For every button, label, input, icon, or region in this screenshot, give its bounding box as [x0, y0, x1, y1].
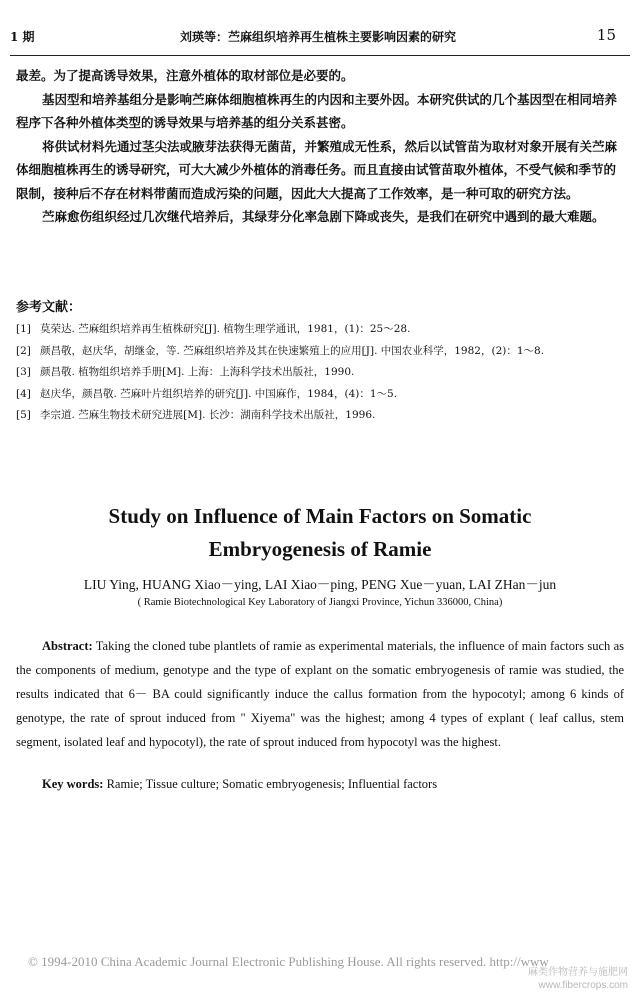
- keywords-label: Key words:: [42, 777, 104, 791]
- reference-text: 莫荣达. 苎麻组织培养再生植株研究[J]. 植物生理学通讯，1981，(1)：25～28.: [40, 323, 411, 335]
- english-authors: LIU Ying, HUANG Xiao－ying, LAI Xiao－ping, PENG Xue－yuan, LAI ZHan－jun: [83, 577, 557, 592]
- english-title-line: Embryogenesis of Ramie: [208, 537, 432, 561]
- body-text: [16, 64, 624, 229]
- watermark-line: www.fibercrops.com: [538, 980, 628, 991]
- header-rule: [10, 55, 630, 56]
- english-affiliation: ( Ramie Biotechnological Key Laboratory of Jiangxi Province, Yichun 336000, China): [137, 597, 503, 608]
- references-section: [16, 296, 624, 427]
- english-abstract: [16, 634, 624, 754]
- reference-number: [5]: [16, 409, 31, 421]
- watermark-line: 麻类作物营养与施肥网: [528, 967, 628, 978]
- references-heading: 参考文献：: [16, 300, 82, 315]
- running-title: 刘瑛等：苎麻组织培养再生植株主要影响因素的研究: [179, 30, 456, 44]
- reference-text: 颜昌敬，赵庆华，胡继金，等. 苎麻组织培养及其在快速繁殖上的应用[J]. 中国农业科学，1982，(2)：1～8.: [40, 344, 545, 357]
- reference-text: 李宗道. 苎麻生物技术研究进展[M]. 长沙：湖南科学技术出版社，1996.: [40, 409, 376, 421]
- english-title: [0, 500, 640, 566]
- copyright-footer: © 1994-2010 China Academic Journal Electronic Publishing House. All rights reserved. http://www: [28, 954, 549, 969]
- paragraph: 基因型和培养基组分是影响苎麻体细胞植株再生的内因和主要外因。本研究供试的几个基因型在相同培养程序下各种外植体类型的诱导效果与培养基的组分关系甚密。: [16, 91, 618, 130]
- reference-item: [16, 362, 624, 384]
- paragraph: 最差。为了提高诱导效果，注意外植体的取材部位是必要的。: [16, 68, 354, 83]
- reference-number: [1]: [16, 323, 31, 335]
- reference-text: 赵庆华，颜昌敬. 苎麻叶片组织培养的研究[J]. 中国麻作，1984，(4)：1～5.: [40, 387, 398, 400]
- reference-item: [16, 341, 624, 363]
- english-keywords: [42, 777, 624, 792]
- site-watermark: [528, 966, 628, 992]
- paragraph: 苎麻愈伤组织经过几次继代培养后，其绿芽分化率急剧下降或丧失，是我们在研究中遇到的最大难题。: [42, 209, 605, 224]
- reference-item: [16, 405, 624, 427]
- reference-number: [4]: [16, 387, 31, 400]
- issue-label: 1 期: [10, 30, 35, 44]
- abstract-text: Taking the cloned tube plantlets of ramie as experimental materials, the influence of main factors such as the components of medium, genotype and the type of explant on the somatic embryogenesis of ramie was studied, the results indicated that 6－ BA could significantly induce the callus formation from the hypocotyl; among 6 kinds of genotype, the rate of sprout induced from " Xiyema" was the highest; among 4 types of explant ( leaf callus, stem segment, isolated leaf and hypocotyl), the rate of sprout induced from hypocotyl was the highest.: [16, 639, 624, 749]
- english-title-line: Study on Influence of Main Factors on Somatic: [108, 504, 532, 528]
- page-number: 15: [596, 26, 616, 44]
- keywords-text: Ramie; Tissue culture; Somatic embryogenesis; Influential factors: [103, 777, 438, 791]
- reference-item: [16, 319, 624, 341]
- abstract-label: Abstract:: [42, 639, 93, 653]
- reference-number: [3]: [16, 366, 31, 378]
- running-head: [10, 22, 626, 52]
- reference-text: 颜昌敬. 植物组织培养手册[M]. 上海：上海科学技术出版社，1990.: [40, 366, 355, 378]
- reference-number: [2]: [16, 344, 31, 357]
- reference-item: [16, 384, 624, 406]
- paragraph: 将供试材料先通过茎尖法或腋芽法获得无菌苗，并繁殖成无性系，然后以试管苗为取材对象开展有关苎麻体细胞植株再生的诱导研究，可大大减少外植体的消毒任务。而且直接由试管苗取外植体，不受气候和季节的限制，接种后不存在材料带菌而造成污染的问题，因此大大提高了工作效率，是一种可取的研究方法。: [16, 138, 618, 201]
